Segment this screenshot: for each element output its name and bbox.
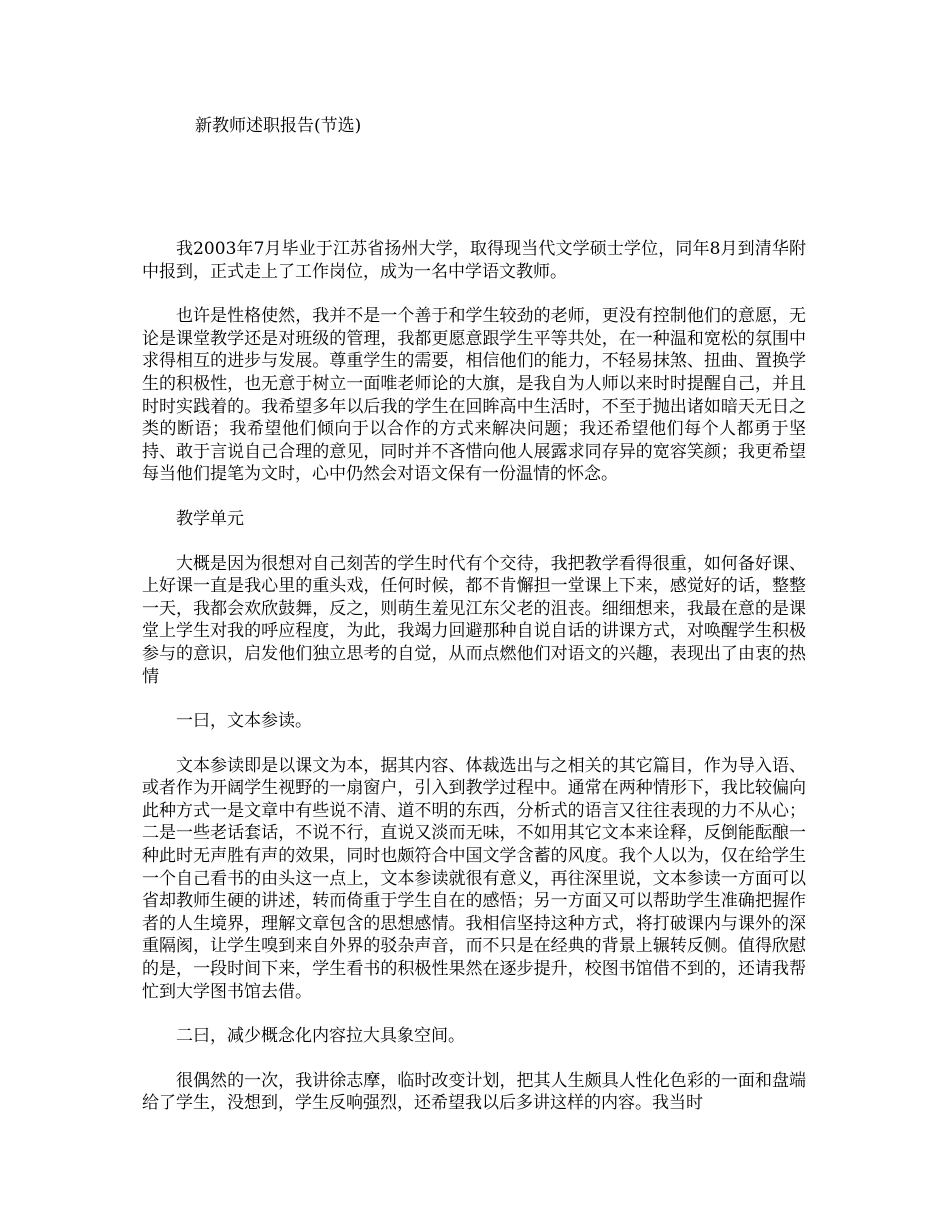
subheading-reduce-concepts: 二曰，减少概念化内容拉大具象空间。 xyxy=(176,1026,465,1047)
paragraph-intro: 我2003年7月毕业于江苏省扬州大学，取得现当代文学硕士学位，同年8月到清华附中报到，正式走上了工作岗位，成为一名中学语文教师。 xyxy=(142,239,806,282)
paragraph-xu-zhimo: 很偶然的一次，我讲徐志摩，临时改变计划，把其人生颇具人性化色彩的一面和盘端给了学生，没想到，学生反响强烈，还希望我以后多讲这样的内容。我当时 xyxy=(142,1070,806,1114)
section-heading-teaching-unit: 教学单元 xyxy=(176,508,244,529)
paragraph-teaching-philosophy: 也许是性格使然，我并不是一个善于和学生较劲的老师，更没有控制他们的意愿，无论是课堂教学还是对班级的管理，我都更愿意跟学生平等共处，在一种温和宽松的氛围中求得相互的进步与发展。尊重学生的需要，相信他们的能力，不轻易抹煞、扭曲、置换学生的积极性，也无意于树立一面唯老师论的大旗，是我自为人师以来时时提醒自己，并且时时实践着的。我希望多年以后我的学生在回眸高中生活时，不至于抛出诸如暗天无日之类的断语；我希望他们倾向于以合作的方式来解决问题；我还希望他们每个人都勇于坚持、敢于言说自己合理的意见，同时并不吝惜向他人展露求同存异的宽容笑颜；我更希望每当他们提笔为文时，心中仍然会对语文保有一份温情的怀念。 xyxy=(142,306,806,485)
document-body xyxy=(142,238,806,1137)
subheading-text-reading: 一曰，文本参读。 xyxy=(176,711,312,732)
paragraph-teaching-unit: 大概是因为很想对自己刻苦的学生时代有个交待，我把教学看得很重，如何备好课、上好课一直是我心里的重头戏，任何时候，都不肯懈担一堂课上下来，感觉好的话，整整一天，我都会欢欣鼓舞，反之，则萌生羞见江东父老的沮丧。细细想来，我最在意的是课堂上学生对我的呼应程度，为此，我竭力回避那种自说自话的讲课方式，对唤醒学生积极参与的意识，启发他们独立思考的自觉，从而点燃他们对语文的兴趣，表现出了由衷的热情 xyxy=(142,553,806,687)
paragraph-text-reading: 文本参读即是以课文为本，据其内容、体裁选出与之相关的其它篇目，作为导入语、或者作为开阔学生视野的一扇窗户，引入到教学过程中。通常在两种情形下，我比较偏向此种方式一是文章中有些说不清、道不明的东西，分析式的语言又往往表现的力不从心；二是一些老话套话，不说不行，直说又淡而无味，不如用其它文本来诠释，反倒能酝酿一种此时无声胜有声的效果，同时也颇符合中国文学含蓄的风度。我个人以为，仅在给学生一个自己看书的由头这一点上，文本参读就很有意义，再往深里说，文本参读一方面可以省却教师生硬的讲述，转而倚重于学生自在的感悟；另一方面又可以帮助学生准确把握作者的人生境界，理解文章包含的思想感情。我相信坚持这种方式，将打破课内与课外的深重隔阂，让学生嗅到来自外界的驳杂声音，而不只是在经典的背景上辗转反侧。值得欣慰的是，一段时间下来，学生看书的积极性果然在逐步提升，校图书馆借不到的，还请我帮忙到大学图书馆去借。 xyxy=(142,755,806,1002)
document-title: 新教师述职报告(节选) xyxy=(195,116,362,136)
